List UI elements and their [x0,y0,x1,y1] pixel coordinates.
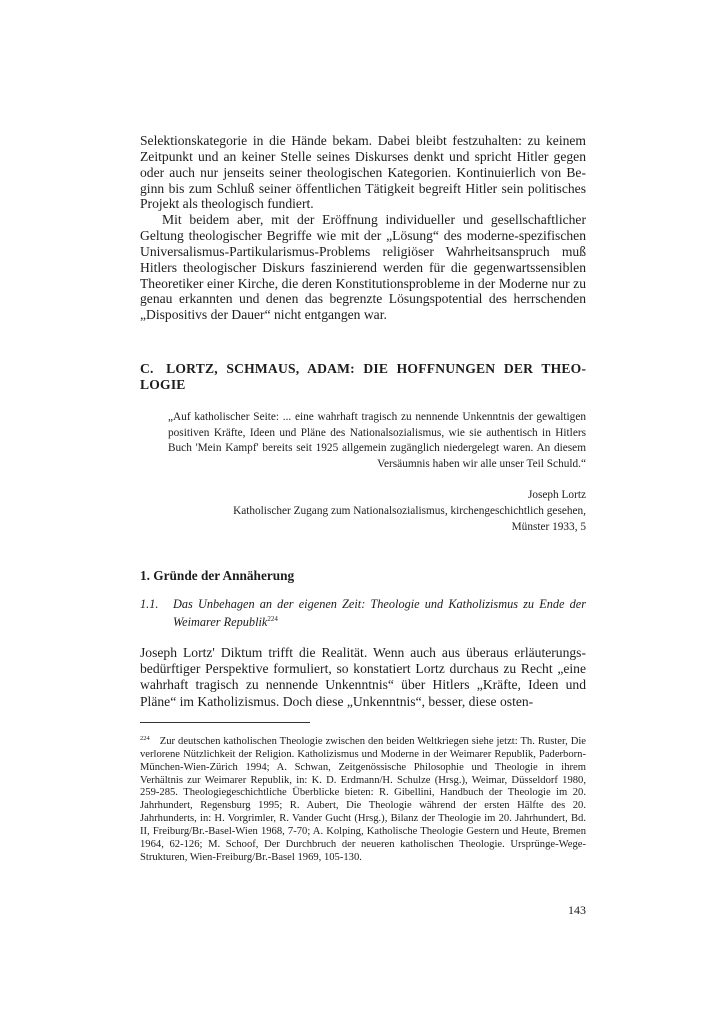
footnote-text: Zur deutschen katholischen Theologie zwischen den beiden Weltkriegen siehe jetzt: Th. Ruster, Die verlorene Nützlichkeit der Religion. Katholizismus und Moderne in der Weimarer Republik, Paderborn-München-Wien-Zürich 1994; A. Schwan, Zeitgenössische Philosophie und Theologie in ihrem Verhältnis zur Weimarer Republik, in: K. D. Erdmann/H. Schulze (Hrsg.), Weimar, Düsseldorf 1980, 259-285. Theologiegeschichtliche Überblicke bieten: R. Gibellini, Handbuch der Theologie im 20. Jahrhundert, Regensburg 1995; R. Aubert, Die Theologie während der ersten Hälfte des 20. Jahrhunderts, in: H. Vorgrimler, R. Vander Gucht (Hrsg.), Bilanz der Theologie im 20. Jahrhundert, Bd. II, Freiburg/Br.-Basel-Wien 1968, 7-70; A. Kolping, Katholische Theologie Gestern und Heute, Bremen 1964, 62-126; M. Schoof, Der Durchbruch der neueren katholischen Theologie. Ursprünge-Wege-Strukturen, Wien-Freiburg/Br.-Basel 1969, 105-130. [140,736,586,863]
section-heading: 1. Gründe der Annäherung [140,568,295,583]
subsection-title: Das Unbehagen an der eigenen Zeit: Theologie und Katholizismus zu Ende der Weimarer Republik [173,597,586,629]
chapter-heading-text: LORTZ, SCHMAUS, ADAM: DIE HOFFNUNGEN DER THEOLOGIE [140,361,586,392]
page-number: 143 [568,903,586,917]
footnote-divider [140,722,310,723]
motto [140,410,586,536]
motto-author: Joseph Lortz [527,489,586,502]
motto-source-line: Katholischer Zugang zum Nationalsozialismus, kirchengeschichtlich gesehen, [233,505,586,518]
motto-attribution [140,488,586,535]
footnote [140,733,586,864]
footnote-mark: 224 [140,735,150,742]
body-text [140,133,586,323]
subsection-number: 1.1. [140,597,159,611]
paragraph: Joseph Lortz' Diktum trifft die Realität. Wenn auch aus überaus erläuterungsbedürftiger Perspektive formuliert, so konstatiert Lortz durchaus zu Recht „eine wahrhaft tragisch zu nennende Unkenntnis“ über Hitlers „Kräfte, Ideen und Pläne“ im Katholizismus. Doch diese „Unkenntnis“, besser, diese osten- [140,645,586,709]
motto-source-line: Münster 1933, 5 [511,520,586,533]
chapter-heading-letter: C. [140,361,154,376]
chapter-heading [140,361,586,393]
subsection-heading [140,597,586,629]
paragraph-continued: Selektionskategorie in die Hände bekam. Dabei bleibt festzuhalten: zu keinem Zeitpunkt und an keiner Stelle seines Diskurses denkt und spricht Hitler gegen oder auch nur jenseits seiner theologischen Kategorien. Kontinuierlich von Beginn bis zum Schluß seiner öffentlichen Tätigkeit begreift Hitler sein politisches Projekt als theologisch fundiert. [140,133,586,212]
motto-quote: „Auf katholischer Seite: ... eine wahrhaft tragisch zu nennende Unkenntnis der gewaltigen positiven Kräfte, Ideen und Pläne des Nationalsozialismus, wie sie authentisch in Hitlers Buch 'Mein Kampf' bereits seit 1925 allgemein zugänglich niedergelegt waren. An diesem Versäumnis haben wir alle unser Teil Schuld.“ [168,411,586,470]
footnote-reference[interactable]: 224 [267,614,278,623]
body-text-section [140,645,586,710]
paragraph: Mit beidem aber, mit der Eröffnung individueller und gesellschaftlicher Geltung theologischer Begriffe wie mit der „Lösung“ des moderne-spezifischen Universalismus-Partikularismus-Problems religiöser Wahrheitsanspruch muß Hitlers theologischer Diskurs faszinierend werden für die gegenwartssensiblen Theoretiker einer Kirche, die deren Konstitutionsprobleme in der Moderne nur zu genau erkannten und denen das begrenzte Lösungspotential des herrschenden „Dispositivs der Dauer“ nicht entgangen war. [140,212,586,323]
